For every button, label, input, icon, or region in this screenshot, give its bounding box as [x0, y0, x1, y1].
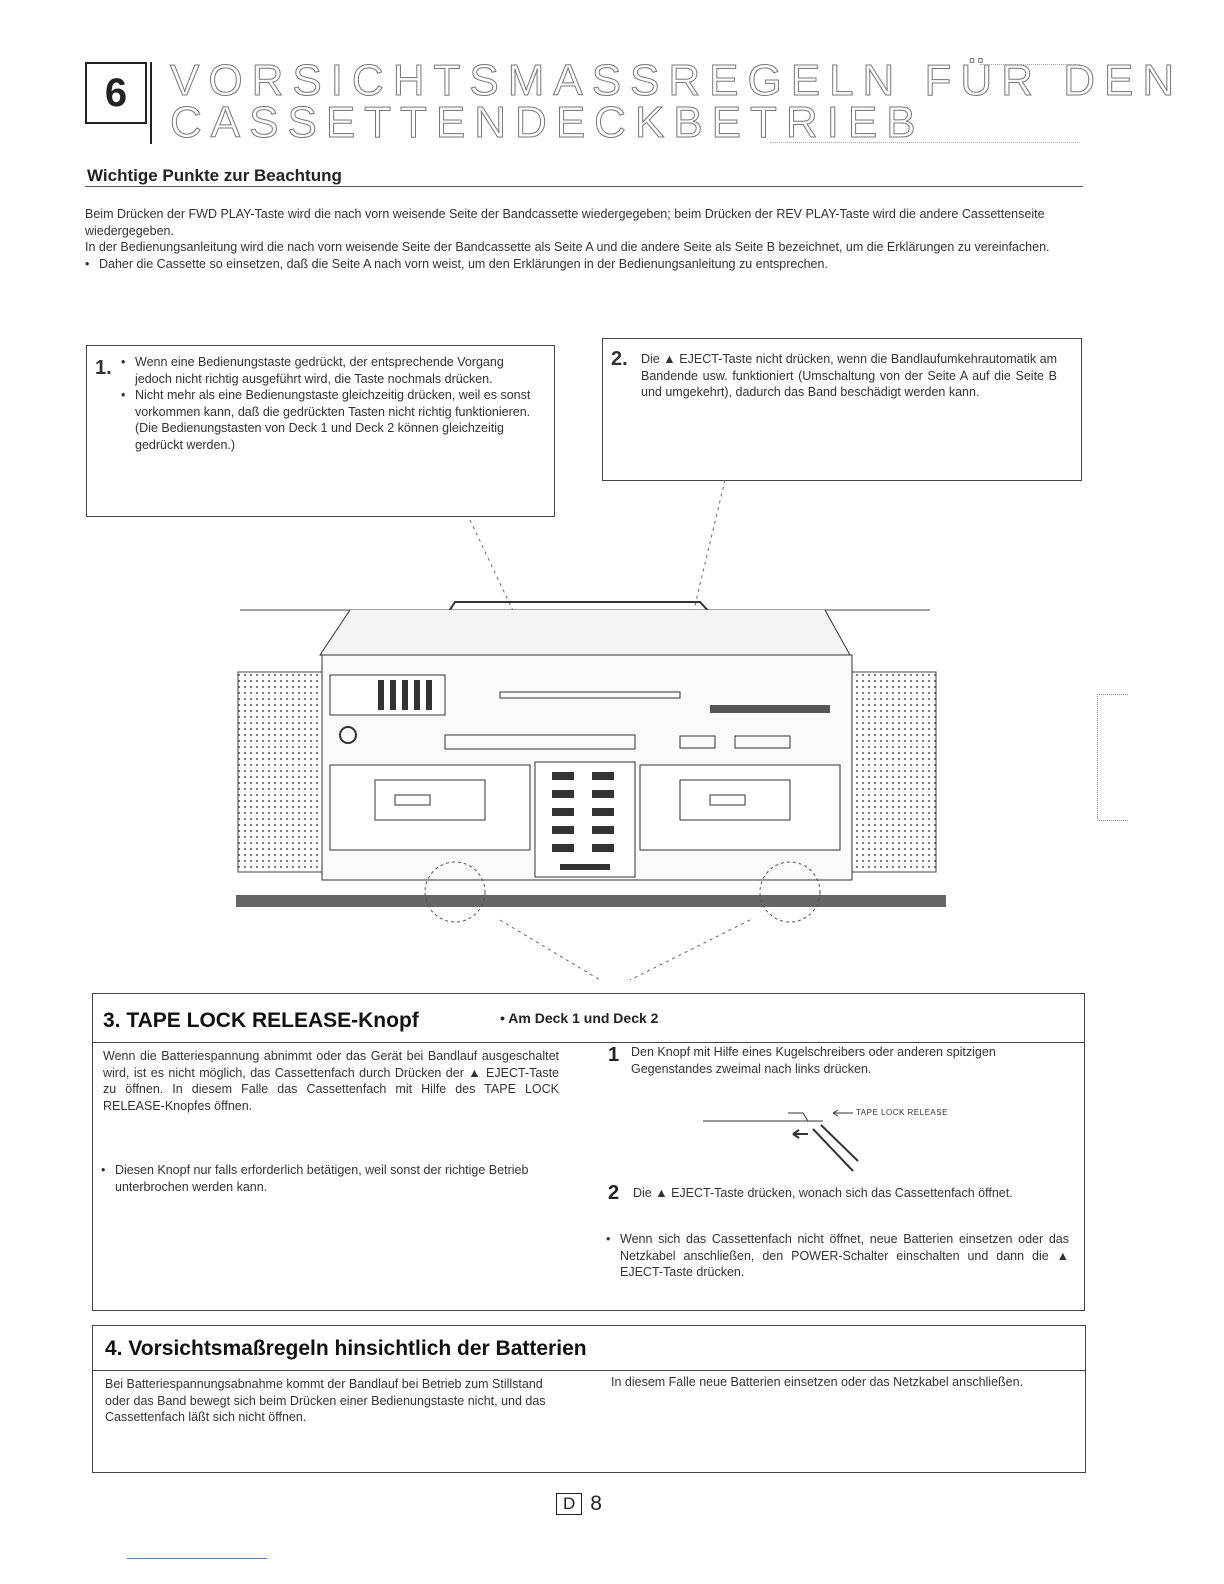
page-title-line2: CASSETTENDECKBETRIEB	[170, 98, 925, 147]
intro-bullet: • Daher die Cassette so einsetzen, daß die Seite A nach vorn weist, um den Erklärungen in der Bedienungsanleitung zu entsprechen.	[85, 256, 1085, 273]
page-footer	[556, 1492, 602, 1516]
section-3-left-para: Wenn die Batteriespannung abnimmt oder das Gerät bei Bandlauf ausgeschaltet wird, ist es nicht möglich, das Cassettenfach durch Drücken der ▲ EJECT-Taste zu öffnen. In diesem Falle das Cassettenfach mit Hilfe des TAPE LOCK RELEASE-Knopfes öffnen.	[103, 1049, 559, 1113]
step-2-text: Die ▲ EJECT-Taste drücken, wonach sich das Cassettenfach öffnet.	[633, 1186, 1013, 1200]
chapter-number: 6	[104, 70, 128, 115]
chapter-divider	[150, 62, 156, 144]
tape-lock-label: TAPE LOCK RELEASE	[856, 1108, 948, 1117]
section-3-subtitle: • Am Deck 1 und Deck 2	[500, 1010, 659, 1026]
bottom-rule	[127, 1558, 267, 1559]
note-box-1-note: (Die Bedienungstasten von Deck 1 und Deck 2 können gleichzeitig gedrückt werden.)	[135, 421, 504, 452]
title-rule-bottom	[770, 142, 1080, 143]
step-1-number: 1	[608, 1044, 620, 1066]
step-2-bullet: • Wenn sich das Cassettenfach nicht öffnet, neue Batterien einsetzen oder das Netzkabel anschließen, den POWER-Schalter einschalten und dann die ▲ EJECT-Taste drücken.	[606, 1231, 1069, 1281]
intro-para-1: Beim Drücken der FWD PLAY-Taste wird die nach vorn weisende Seite der Bandcassette wiedergegeben; beim Drücken der REV PLAY-Taste wird die andere Cassettenseite wiedergegeben.	[85, 207, 1045, 238]
page-title	[170, 56, 1184, 147]
section-4-title: 4. Vorsichtsmaßregeln hinsichtlich der Batterien	[105, 1337, 587, 1360]
step-1-text: Den Knopf mit Hilfe eines Kugelschreibers oder anderen spitzigen Gegenstandes zweimal nach links drücken.	[631, 1045, 996, 1076]
section-3-rule	[93, 1042, 1084, 1043]
cassette-deck-illustration	[230, 480, 1090, 980]
section-heading-important: Wichtige Punkte zur Beachtung	[87, 166, 342, 185]
section-4-box	[92, 1325, 1086, 1473]
section-3-title: 3. TAPE LOCK RELEASE-Knopf	[103, 1009, 419, 1032]
note-box-2-number: 2.	[611, 348, 628, 370]
title-rule-top	[980, 64, 1080, 65]
note-box-1-bullet-1: • Wenn eine Bedienungstaste gedrückt, der entsprechende Vorgang jedoch nicht richtig ausgeführt wird, die Taste nochmals drücken.	[121, 354, 541, 387]
page-number: 8	[590, 1492, 602, 1515]
margin-tab	[1097, 694, 1128, 821]
note-box-1-bullet-2: • Nicht mehr als eine Bedienungstaste gleichzeitig drücken, weil es sonst vorkommen kann, daß die gedrückten Tasten nicht richtig funktionieren. (Die Bedienungstasten von Deck 1 und Deck 2 können gleichzeitig gedrückt werden.)	[121, 387, 541, 453]
section-4-left-para: Bei Batteriespannungsabnahme kommt der Bandlauf bei Betrieb zum Stillstand oder das Band bewegt sich beim Drücken einer Bedienungstaste nicht, und das Cassettenfach läßt sich nicht öffnen.	[105, 1377, 546, 1424]
note-box-1-number: 1.	[95, 357, 112, 379]
step-2-number: 2	[608, 1182, 620, 1204]
language-code: D	[556, 1493, 582, 1515]
intro-para-2: In der Bedienungsanleitung wird die nach vorn weisende Seite der Bandcassette als Seite A und die andere Seite als Seite B bezeichnet, um die Erklärungen zu vereinfachen.	[85, 240, 1050, 254]
note-box-2-text: Die ▲ EJECT-Taste nicht drücken, wenn die Bandlaufumkehrautomatik am Bandende usw. funktioniert (Umschaltung von der Seite A auf die Seite B und umgekehrt), dadurch das Band beschädigt werden kann.	[641, 352, 1057, 399]
heading-rule	[85, 186, 1083, 187]
section-4-rule	[93, 1370, 1085, 1371]
page-title-line1: VORSICHTSMASSREGELN FÜR DEN	[170, 56, 1184, 105]
section-3-box	[92, 993, 1085, 1311]
chapter-number-box	[85, 62, 147, 124]
intro-text	[85, 206, 1085, 272]
note-box-2	[602, 338, 1082, 481]
section-3-left-bullet: • Diesen Knopf nur falls erforderlich betätigen, weil sonst der richtige Betrieb unterbrochen werden kann.	[101, 1162, 561, 1195]
section-4-right-para: In diesem Falle neue Batterien einsetzen oder das Netzkabel anschließen.	[611, 1375, 1024, 1389]
